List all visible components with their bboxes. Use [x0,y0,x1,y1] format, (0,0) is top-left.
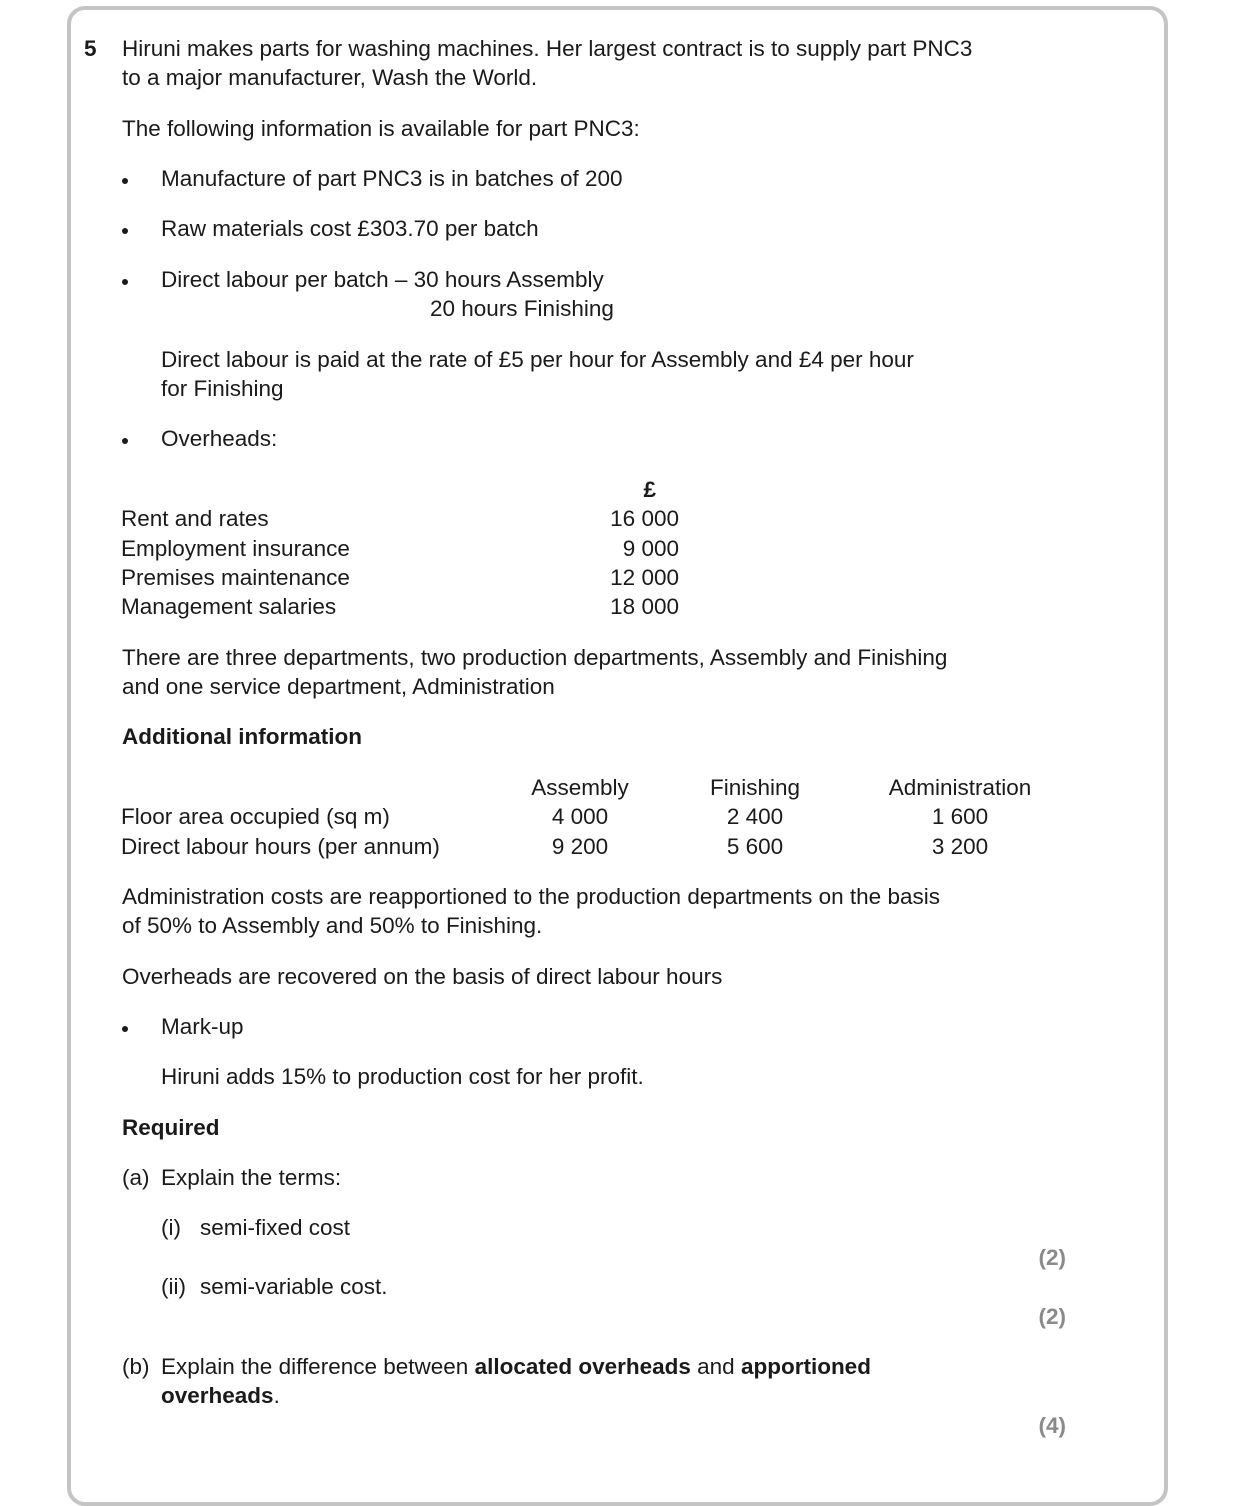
part-a-ii-text: semi-variable cost. [200,1274,388,1299]
question-number: 5 [84,36,97,61]
overhead-label: Employment insurance [121,536,350,561]
labour-rate-line-1: Direct labour is paid at the rate of £5 per hour for Assembly and £4 per hour [161,347,914,372]
part-b-text-line-1 [161,1352,871,1381]
part-b-label: (b) [122,1354,150,1379]
bullet-dot [122,1026,128,1032]
departments-line-2: and one service department, Administration [122,674,555,699]
bullet-markup: Mark-up [161,1014,244,1039]
row-label-direct-labour-hours: Direct labour hours (per annum) [121,834,440,859]
bullet-batch-size: Manufacture of part PNC3 is in batches of 200 [161,166,623,191]
bullet-direct-labour-line-2: 20 hours Finishing [430,296,614,321]
intro-line-1: Hiruni makes parts for washing machines. Her largest contract is to supply part PNC3 [122,36,973,61]
part-a-i-label: (i) [161,1215,181,1240]
part-a-label: (a) [122,1165,150,1190]
admin-reapportion-line-1: Administration costs are reapportioned to the production departments on the basis [122,884,940,909]
part-b-marks: (4) [1038,1413,1066,1438]
departments-line-1: There are three departments, two production departments, Assembly and Finishing [122,645,948,670]
cell-value: 3 200 [931,834,989,859]
markup-text: Hiruni adds 15% to production cost for her profit. [161,1064,644,1089]
cell-value: 9 200 [551,834,609,859]
part-a-ii-marks: (2) [1038,1304,1066,1329]
row-label-floor-area: Floor area occupied (sq m) [121,804,390,829]
bullet-dot [122,178,128,184]
overhead-value: 18 000 [610,594,679,619]
admin-reapportion-line-2: of 50% to Assembly and 50% to Finishing. [122,913,543,938]
part-b-allocated: allocated overheads [474,1354,691,1379]
cell-value: 5 600 [726,834,784,859]
part-a-ii-label: (ii) [161,1274,186,1299]
overhead-recovery-text: Overheads are recovered on the basis of direct labour hours [122,964,723,989]
column-header-finishing: Finishing [709,775,801,800]
overhead-label: Rent and rates [121,506,269,531]
part-b-overheads: overheads [161,1383,274,1408]
part-a-i-marks: (2) [1038,1245,1066,1270]
part-b-text-line-2 [161,1381,280,1410]
bullet-dot [122,438,128,444]
column-header-assembly: Assembly [531,775,629,800]
part-a-text: Explain the terms: [161,1165,342,1190]
overhead-value: 16 000 [610,506,679,531]
part-b-text-pre: Explain the difference between [161,1354,475,1379]
overheads-currency-header: £ [643,477,656,502]
bullet-overheads: Overheads: [161,426,278,451]
bullet-dot [122,279,128,285]
overhead-value: 9 000 [622,536,679,561]
overhead-value: 12 000 [610,565,679,590]
intro-line-2: to a major manufacturer, Wash the World. [122,65,538,90]
cell-value: 2 400 [726,804,784,829]
part-b-end: . [273,1383,280,1408]
bullet-raw-materials: Raw materials cost £303.70 per batch [161,216,539,241]
column-header-administration: Administration [888,775,1032,800]
bullet-dot [122,228,128,234]
additional-info-heading: Additional information [122,724,362,749]
labour-rate-line-2: for Finishing [161,376,284,401]
overhead-label: Management salaries [121,594,337,619]
cell-value: 1 600 [931,804,989,829]
part-a-i-text: semi-fixed cost [200,1215,351,1240]
info-heading: The following information is available for part PNC3: [122,116,640,141]
required-heading: Required [122,1115,220,1140]
overhead-label: Premises maintenance [121,565,350,590]
part-b-apportioned: apportioned [740,1354,871,1379]
part-b-text-mid: and [690,1354,741,1379]
cell-value: 4 000 [551,804,609,829]
bullet-direct-labour-line-1: Direct labour per batch – 30 hours Assembly [161,267,604,292]
